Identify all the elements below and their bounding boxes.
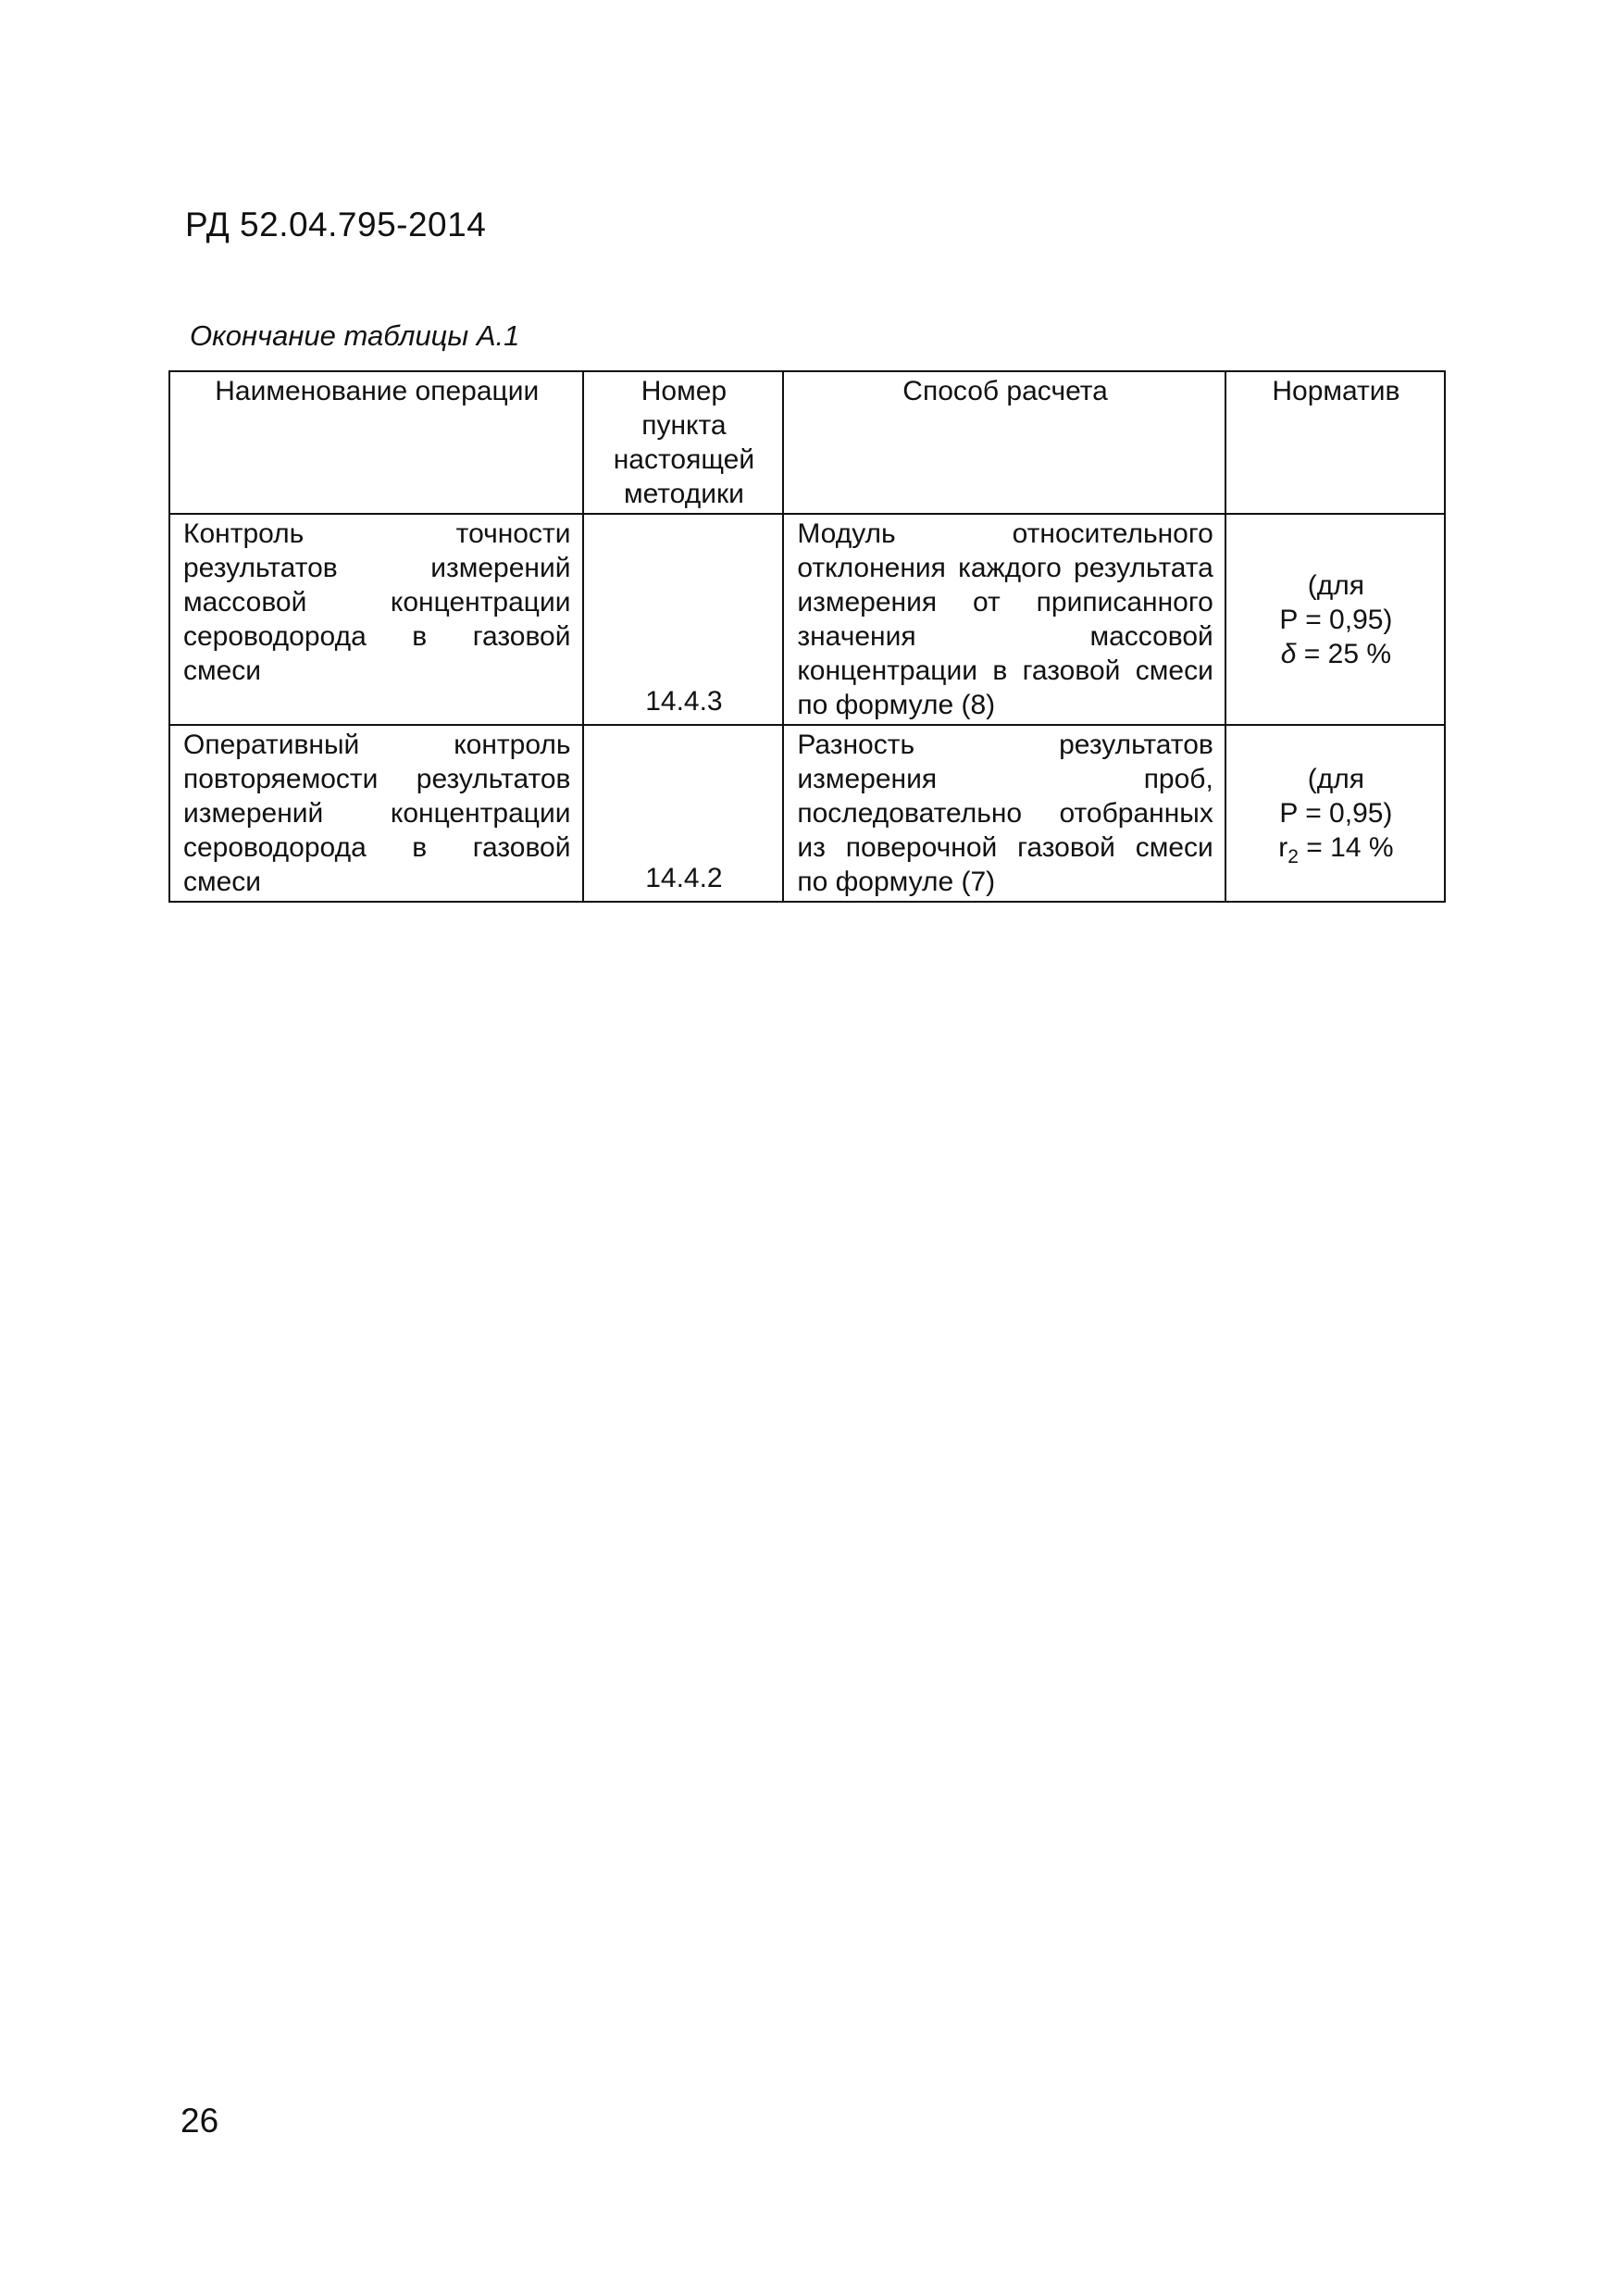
document-header: РД 52.04.795-2014	[185, 206, 487, 243]
table-caption: Окончание таблицы А.1	[190, 319, 520, 352]
norm-symbol: δ	[1280, 638, 1297, 669]
norm-condition-open: (для	[1307, 569, 1365, 601]
cell-calculation-method: Разность результатов измерения проб, последовательно отобранных из поверочной газовой смеси по формуле (7)	[783, 725, 1225, 902]
norm-probability: P = 0,95)	[1279, 604, 1393, 635]
norm-condition-open: (для	[1307, 764, 1365, 794]
cell-item-number: 14.4.2	[583, 725, 784, 902]
page-number: 26	[180, 2102, 219, 2140]
norm-limit	[1239, 830, 1433, 865]
cell-item-number: 14.4.3	[583, 514, 784, 725]
norm-probability: P = 0,95)	[1279, 798, 1393, 829]
cell-norm	[1225, 725, 1445, 902]
norm-value: = 25 %	[1296, 638, 1392, 669]
header-item-number: Номер пункта настоящей методики	[583, 371, 784, 514]
header-calculation-method: Способ расчета	[783, 371, 1225, 514]
header-operation-name: Наименование операции	[169, 371, 583, 514]
cell-operation-name: Контроль точности результатов измерений массовой концентрации сероводорода в газовой смеси	[169, 514, 583, 725]
table-header-row	[169, 371, 1445, 514]
cell-norm	[1225, 514, 1445, 725]
norm-value: = 14 %	[1298, 832, 1394, 863]
norm-symbol: r	[1278, 832, 1288, 863]
table-row	[169, 725, 1445, 902]
norm-subscript: 2	[1287, 846, 1299, 867]
cell-calculation-method: Модуль относительного отклонения каждого результата измерения от приписанного значения массовой концентрации в газовой смеси по формуле (8)	[783, 514, 1225, 725]
table-row	[169, 514, 1445, 725]
cell-operation-name: Оперативный контроль повторяемости результатов измерений концентрации сероводорода в газовой смеси	[169, 725, 583, 902]
header-norm: Норматив	[1225, 371, 1445, 514]
data-table	[168, 370, 1446, 903]
norm-limit	[1239, 637, 1433, 671]
